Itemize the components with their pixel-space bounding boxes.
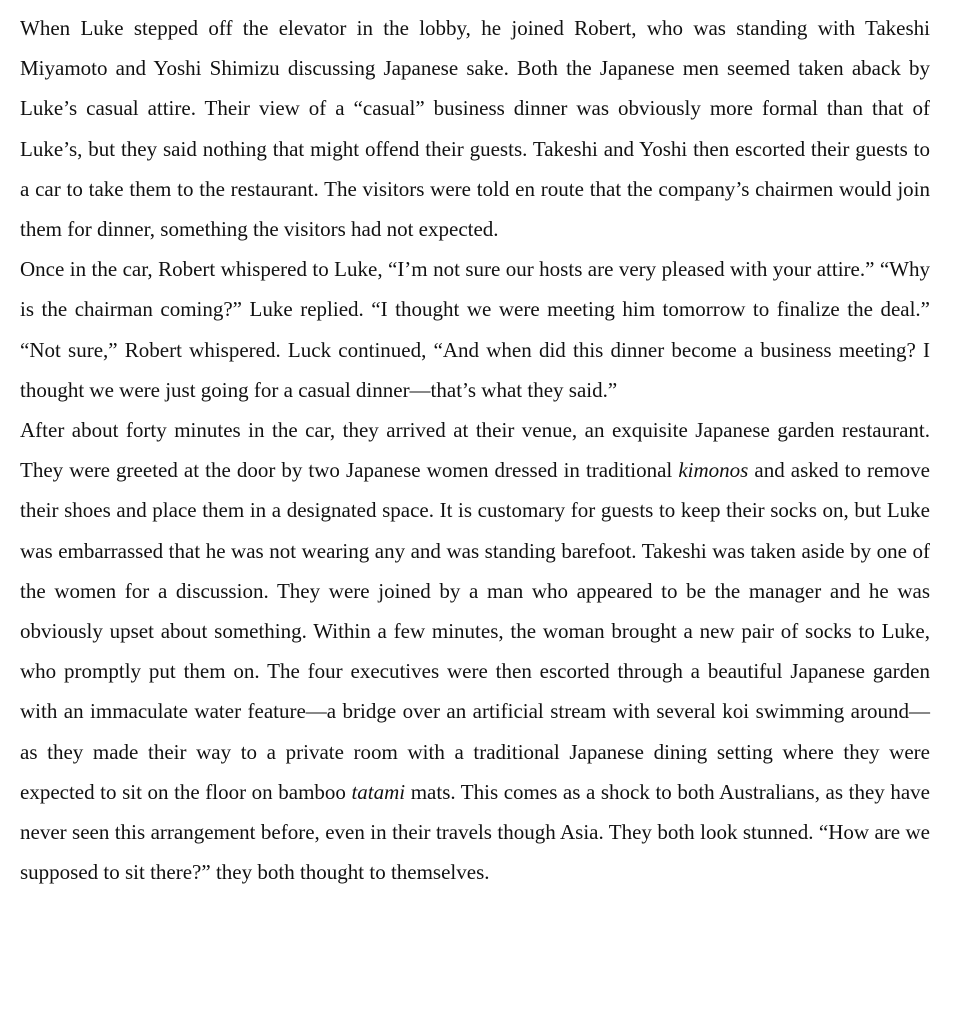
paragraph-lobby-meeting: When Luke stepped off the elevator in the lobby, he joined Robert, who was standing with Takeshi Miyamoto and Yoshi Shimizu discussing Japanese sake. Both the Japanese men seemed taken aback by Luke’s casual attire. Their view of a “casual” business dinner was obviously more formal than that of Luke’s, but they said nothing that might offend their guests. Takeshi and Yoshi then escorted their guests to a car to take them to the restaurant. The visitors were told en route that the company’s chairmen would join them for dinner, something the visitors had not expected. xyxy=(20,16,930,242)
paragraph-restaurant-text-part-2: and asked to remove their shoes and place them in a designated space. It is customary for guests to keep their socks on, but Luke was embarrassed that he was not wearing any and was standing barefoot. Takeshi was taken aside by one of the women for a discussion. They were joined by a man who appeared to be the manager and he was obviously upset about something. Within a few minutes, the woman brought a new pair of socks to Luke, who promptly put them on. The four executives were then escorted through a beautiful Japanese garden with an immaculate water feature—a bridge over an artificial stream with several koi swimming around—as they made their way to a private room with a traditional Japanese dining setting where they were expected to sit on the floor on bamboo xyxy=(20,458,930,804)
paragraph-restaurant-arrival xyxy=(20,410,930,892)
italic-term-kimonos: kimonos xyxy=(678,458,749,483)
paragraph-car-conversation: Once in the car, Robert whispered to Luke, “I’m not sure our hosts are very pleased with your attire.” “Why is the chairman coming?” Luke replied. “I thought we were meeting him tomorrow to finalize the deal.” “Not sure,” Robert whispered. Luck continued, “And when did this dinner become a business meeting? I thought we were just going for a casual dinner—that’s what they said.” xyxy=(20,257,930,402)
paragraph-restaurant-text-part-3: mats. This comes as a shock to both Australians, as they have never seen this arrangement before, even in their travels though Asia. They both look stunned. “How are we supposed to sit there?” they both thought to themselves. xyxy=(20,779,930,885)
italic-term-tatami: tatami xyxy=(351,779,406,804)
paragraph-restaurant-text-part-1: After about forty minutes in the car, they arrived at their venue, an exquisite Japanese garden restaurant. They were greeted at the door by two Japanese women dressed in traditional xyxy=(20,418,930,483)
document-page xyxy=(20,8,930,892)
